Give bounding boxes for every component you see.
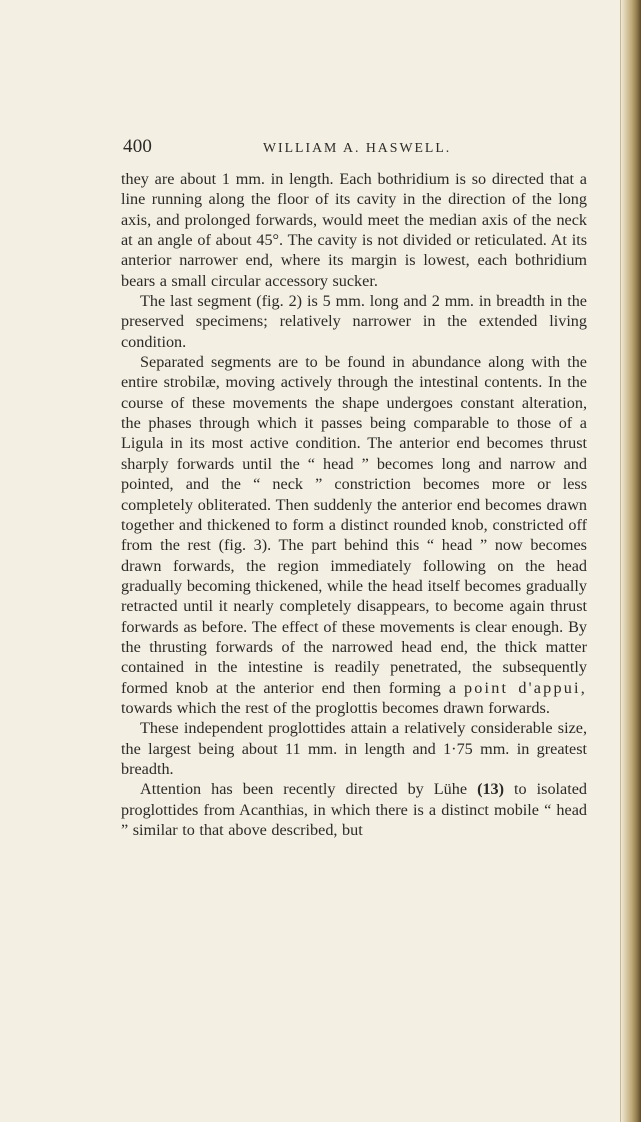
paragraph-3-text-a: Separated segments are to be found in abundance along with the entire strobilæ, moving actively through the intestinal contents. In the course of these movements the shape undergoes constant alteration, the phases through which it passes being comparable to those of a Ligula in its most active condition. The anterior end becomes thrust sharply forwards until the “ head ” becomes long and narrow and pointed, and the “ neck ” constriction becomes more or less completely obliterated. Then suddenly the anterior end becomes drawn together and thickened to form a distinct rounded knob, constricted off from the rest (fig. 3). The part behind this “ head ” now becomes drawn forwards, the region immediately following on the head gradually becoming thickened, while the head itself becomes gradually retracted until it nearly completely disappears, to become again thrust forwards as before. The effect of these movements is clear enough. By the thrusting forwards of the narrowed head end, the thick matter contained in the intestine is readily penetrated, the subsequently formed knob at the anterior end then forming a	[121, 353, 587, 697]
paragraph-4: These independent proglottides attain a relatively considerable size, the largest being about 11 mm. in length and 1·75 mm. in greatest breadth.	[121, 719, 587, 778]
paragraph-2: The last segment (fig. 2) is 5 mm. long and 2 mm. in breadth in the preserved specimens; relatively narrower in the extended living condition.	[121, 292, 587, 351]
paragraph-5	[121, 779, 587, 840]
paragraph-3	[121, 352, 587, 718]
page-header	[120, 134, 586, 160]
page-number: 400	[123, 136, 153, 157]
paragraph-3-text-b: towards which the rest of the proglottis becomes drawn forwards.	[121, 698, 550, 717]
paragraph-5-text-b: to isolated proglottides from Acanthias, in which there is a distinct mobile “ head ” similar to that above described, but	[121, 780, 587, 839]
paragraph-1: they are about 1 mm. in length. Each bothridium is so directed that a line running along the floor of its cavity in the direction of the long axis, and prolonged forwards, would meet the median axis of the neck at an angle of about 45°. The cavity is not divided or reticulated. At its anterior narrower end, where its margin is lowest, each bothridium bears a small circular accessory sucker.	[121, 170, 587, 290]
paragraph-5-text-a: Attention has been recently directed by Lühe	[140, 780, 468, 799]
reference-number: (13)	[477, 780, 505, 799]
running-head: WILLIAM A. HASWELL.	[263, 140, 452, 155]
book-page-edge	[621, 0, 641, 1122]
body-text	[121, 169, 587, 840]
paragraph-3-spaced-phrase: point d'appui,	[463, 678, 588, 697]
